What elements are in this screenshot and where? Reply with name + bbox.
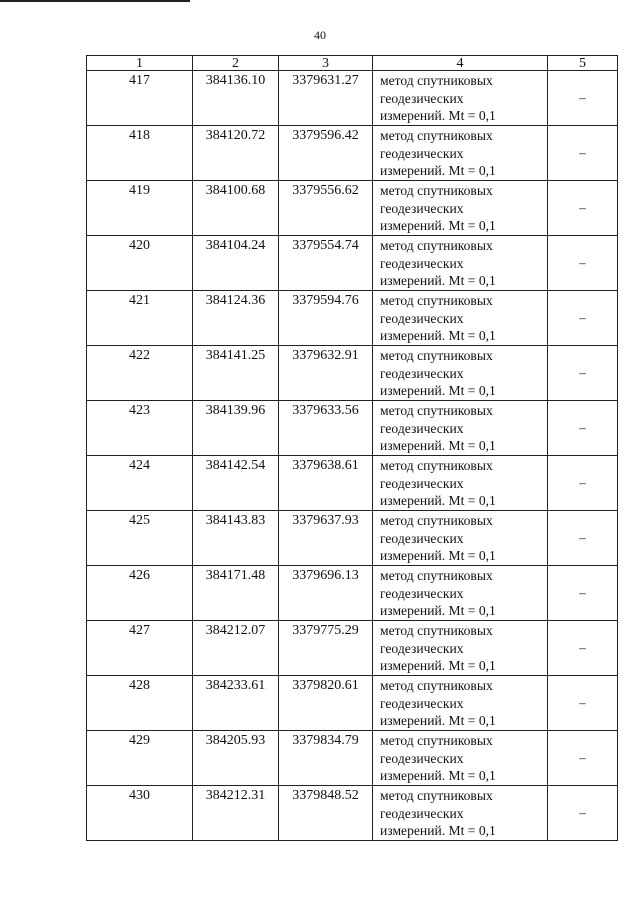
method-line: измерений. Mt = 0,1	[380, 823, 496, 838]
x-coordinate-cell: 384104.24	[193, 236, 279, 291]
point-number-cell: 428	[87, 676, 193, 731]
method-line: геодезических	[380, 585, 464, 601]
y-coordinate-cell: 3379820.61	[279, 676, 373, 731]
method-line: геодезических	[380, 640, 464, 656]
column-header: 4	[373, 56, 548, 71]
y-coordinate-cell: 3379637.93	[279, 511, 373, 566]
table-row	[87, 181, 618, 236]
column-5-cell: –	[548, 731, 618, 786]
column-header: 2	[193, 56, 279, 71]
y-coordinate-cell: 3379594.76	[279, 291, 373, 346]
point-number-cell: 420	[87, 236, 193, 291]
method-line: измерений. Mt = 0,1	[380, 383, 496, 398]
method-line: метод спутниковых	[380, 623, 493, 638]
table-row	[87, 731, 618, 786]
table-row	[87, 676, 618, 731]
x-coordinate-cell: 384212.07	[193, 621, 279, 676]
x-coordinate-cell: 384142.54	[193, 456, 279, 511]
y-coordinate-cell: 3379596.42	[279, 126, 373, 181]
y-coordinate-cell: 3379696.13	[279, 566, 373, 621]
column-5-cell: –	[548, 401, 618, 456]
method-line: геодезических	[380, 750, 464, 766]
y-coordinate-cell: 3379834.79	[279, 731, 373, 786]
table-row	[87, 71, 618, 126]
method-cell	[373, 181, 548, 236]
x-coordinate-cell: 384171.48	[193, 566, 279, 621]
method-cell	[373, 291, 548, 346]
y-coordinate-cell: 3379775.29	[279, 621, 373, 676]
method-cell	[373, 126, 548, 181]
column-5-cell: –	[548, 71, 618, 126]
table-row	[87, 621, 618, 676]
method-line: метод спутниковых	[380, 568, 493, 583]
point-number-cell: 423	[87, 401, 193, 456]
x-coordinate-cell: 384136.10	[193, 71, 279, 126]
coordinates-table	[86, 55, 618, 841]
table-row	[87, 346, 618, 401]
x-coordinate-cell: 384120.72	[193, 126, 279, 181]
column-5-cell: –	[548, 456, 618, 511]
method-line: измерений. Mt = 0,1	[380, 163, 496, 178]
method-line: измерений. Mt = 0,1	[380, 218, 496, 233]
method-line: геодезических	[380, 805, 464, 821]
method-line: измерений. Mt = 0,1	[380, 273, 496, 288]
column-5-cell: –	[548, 291, 618, 346]
method-line: метод спутниковых	[380, 183, 493, 198]
column-5-cell: –	[548, 346, 618, 401]
point-number-cell: 427	[87, 621, 193, 676]
method-line: метод спутниковых	[380, 678, 493, 693]
point-number-cell: 425	[87, 511, 193, 566]
method-line: геодезических	[380, 90, 464, 106]
column-5-cell: –	[548, 181, 618, 236]
method-line: геодезических	[380, 695, 464, 711]
method-line: метод спутниковых	[380, 238, 493, 253]
method-cell	[373, 346, 548, 401]
y-coordinate-cell: 3379631.27	[279, 71, 373, 126]
point-number-cell: 429	[87, 731, 193, 786]
method-line: геодезических	[380, 365, 464, 381]
x-coordinate-cell: 384143.83	[193, 511, 279, 566]
column-5-cell: –	[548, 676, 618, 731]
y-coordinate-cell: 3379848.52	[279, 786, 373, 841]
method-line: измерений. Mt = 0,1	[380, 328, 496, 343]
column-5-cell: –	[548, 236, 618, 291]
table-row	[87, 236, 618, 291]
method-line: геодезических	[380, 255, 464, 271]
x-coordinate-cell: 384205.93	[193, 731, 279, 786]
column-header: 1	[87, 56, 193, 71]
column-5-cell: –	[548, 621, 618, 676]
table-row	[87, 126, 618, 181]
method-line: измерений. Mt = 0,1	[380, 713, 496, 728]
table-row	[87, 291, 618, 346]
column-5-cell: –	[548, 511, 618, 566]
method-cell	[373, 236, 548, 291]
point-number-cell: 430	[87, 786, 193, 841]
point-number-cell: 421	[87, 291, 193, 346]
method-cell	[373, 71, 548, 126]
x-coordinate-cell: 384233.61	[193, 676, 279, 731]
method-cell	[373, 786, 548, 841]
method-line: измерений. Mt = 0,1	[380, 438, 496, 453]
method-line: измерений. Mt = 0,1	[380, 548, 496, 563]
method-cell	[373, 511, 548, 566]
table-header-row	[87, 56, 618, 71]
x-coordinate-cell: 384141.25	[193, 346, 279, 401]
column-5-cell: –	[548, 566, 618, 621]
method-line: геодезических	[380, 530, 464, 546]
method-line: метод спутниковых	[380, 403, 493, 418]
column-5-cell: –	[548, 786, 618, 841]
table-row	[87, 786, 618, 841]
method-cell	[373, 566, 548, 621]
method-line: метод спутниковых	[380, 513, 493, 528]
method-line: геодезических	[380, 200, 464, 216]
x-coordinate-cell: 384139.96	[193, 401, 279, 456]
table-row	[87, 456, 618, 511]
column-5-cell: –	[548, 126, 618, 181]
method-line: метод спутниковых	[380, 73, 493, 88]
method-line: измерений. Mt = 0,1	[380, 603, 496, 618]
method-line: измерений. Mt = 0,1	[380, 658, 496, 673]
y-coordinate-cell: 3379554.74	[279, 236, 373, 291]
method-cell	[373, 621, 548, 676]
y-coordinate-cell: 3379638.61	[279, 456, 373, 511]
point-number-cell: 422	[87, 346, 193, 401]
method-line: метод спутниковых	[380, 348, 493, 363]
method-cell	[373, 456, 548, 511]
y-coordinate-cell: 3379633.56	[279, 401, 373, 456]
column-header: 5	[548, 56, 618, 71]
page-number: 40	[314, 28, 326, 42]
point-number-cell: 426	[87, 566, 193, 621]
table-row	[87, 566, 618, 621]
point-number-cell: 417	[87, 71, 193, 126]
column-header: 3	[279, 56, 373, 71]
x-coordinate-cell: 384124.36	[193, 291, 279, 346]
method-line: измерений. Mt = 0,1	[380, 493, 496, 508]
method-line: геодезических	[380, 420, 464, 436]
point-number-cell: 424	[87, 456, 193, 511]
x-coordinate-cell: 384100.68	[193, 181, 279, 236]
table-row	[87, 401, 618, 456]
method-cell	[373, 401, 548, 456]
method-line: метод спутниковых	[380, 733, 493, 748]
method-line: метод спутниковых	[380, 788, 493, 803]
method-line: метод спутниковых	[380, 293, 493, 308]
method-line: геодезических	[380, 145, 464, 161]
y-coordinate-cell: 3379556.62	[279, 181, 373, 236]
method-line: измерений. Mt = 0,1	[380, 768, 496, 783]
table-body	[87, 71, 618, 841]
point-number-cell: 418	[87, 126, 193, 181]
point-number-cell: 419	[87, 181, 193, 236]
method-line: измерений. Mt = 0,1	[380, 108, 496, 123]
method-cell	[373, 731, 548, 786]
top-rule	[0, 0, 190, 2]
y-coordinate-cell: 3379632.91	[279, 346, 373, 401]
method-line: метод спутниковых	[380, 128, 493, 143]
table-row	[87, 511, 618, 566]
x-coordinate-cell: 384212.31	[193, 786, 279, 841]
method-line: метод спутниковых	[380, 458, 493, 473]
method-line: геодезических	[380, 310, 464, 326]
method-cell	[373, 676, 548, 731]
method-line: геодезических	[380, 475, 464, 491]
